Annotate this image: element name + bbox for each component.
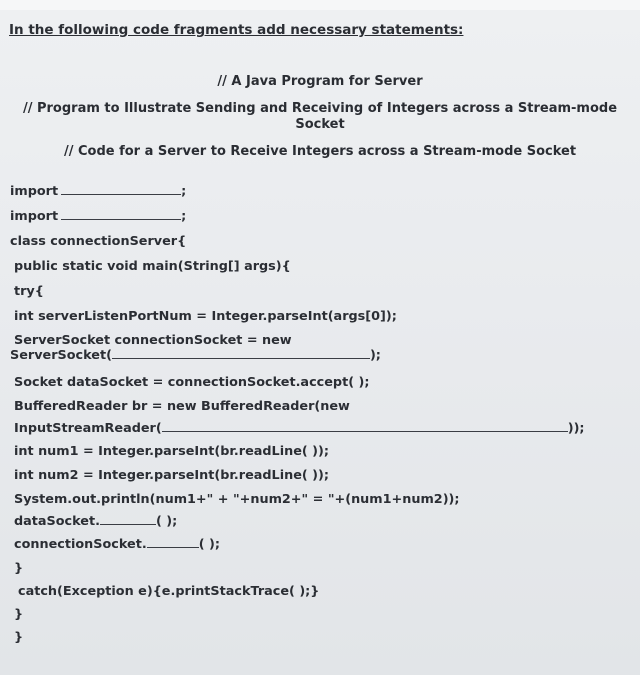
try-close-brace: } bbox=[14, 561, 24, 576]
import-keyword: import bbox=[10, 184, 59, 199]
import-blank-1[interactable] bbox=[61, 184, 181, 195]
main-declaration: public static void main(String[] args){ bbox=[14, 259, 291, 274]
import-line-1 bbox=[10, 184, 186, 199]
input-stream-blank[interactable] bbox=[162, 421, 568, 432]
buffered-reader-line-1: BufferedReader br = new BufferedReader(new bbox=[14, 399, 350, 414]
input-stream-reader-call: InputStreamReader( bbox=[14, 421, 162, 436]
input-stream-end: )); bbox=[567, 421, 585, 436]
class-close-brace: } bbox=[14, 630, 24, 645]
import-line-2 bbox=[10, 209, 186, 224]
datasocket-method-blank[interactable] bbox=[100, 514, 156, 525]
num2-line: int num2 = Integer.parseInt(br.readLine( )); bbox=[14, 468, 329, 483]
class-declaration: class connectionServer{ bbox=[10, 234, 187, 249]
import-keyword: import bbox=[10, 209, 59, 224]
accept-line: Socket dataSocket = connectionSocket.accept( ); bbox=[14, 375, 370, 390]
connectionsocket-close-line bbox=[14, 537, 220, 552]
server-socket-line-2 bbox=[10, 348, 381, 363]
port-line: int serverListenPortNum = Integer.parseInt(args[0]); bbox=[14, 309, 397, 324]
server-socket-line-1: ServerSocket connectionSocket = new bbox=[14, 333, 292, 348]
page-top-band bbox=[0, 0, 640, 10]
main-close-brace: } bbox=[14, 607, 24, 622]
connectionsocket-call-end: ( ); bbox=[198, 537, 220, 552]
catch-line: catch(Exception e){e.printStackTrace( );} bbox=[18, 584, 320, 599]
datasocket-call-end: ( ); bbox=[155, 514, 178, 529]
datasocket-ref: dataSocket. bbox=[14, 514, 100, 529]
semicolon: ; bbox=[181, 184, 187, 199]
server-socket-call: ServerSocket( bbox=[10, 348, 112, 363]
connectionsocket-ref: connectionSocket. bbox=[14, 537, 147, 552]
println-line: System.out.println(num1+" + "+num2+" = "+(num1+num2)); bbox=[14, 492, 460, 507]
semicolon: ; bbox=[181, 209, 187, 224]
buffered-reader-line-2 bbox=[14, 421, 585, 436]
import-blank-2[interactable] bbox=[61, 209, 181, 220]
comment-program-illustrate: // Program to Illustrate Sending and Receiving of Integers across a Stream-mode bbox=[22, 101, 618, 116]
datasocket-close-line bbox=[14, 514, 177, 529]
server-socket-end: ); bbox=[369, 348, 381, 363]
num1-line: int num1 = Integer.parseInt(br.readLine( )); bbox=[14, 444, 329, 459]
try-open: try{ bbox=[14, 284, 44, 299]
comment-socket: Socket bbox=[295, 117, 345, 132]
comment-code-for-server: // Code for a Server to Receive Integers across a Stream-mode Socket bbox=[63, 144, 577, 159]
comment-java-program: // A Java Program for Server bbox=[217, 74, 423, 89]
instructions-heading: In the following code fragments add necessary statements: bbox=[9, 22, 464, 38]
server-socket-blank[interactable] bbox=[112, 348, 370, 359]
connectionsocket-method-blank[interactable] bbox=[147, 537, 199, 548]
